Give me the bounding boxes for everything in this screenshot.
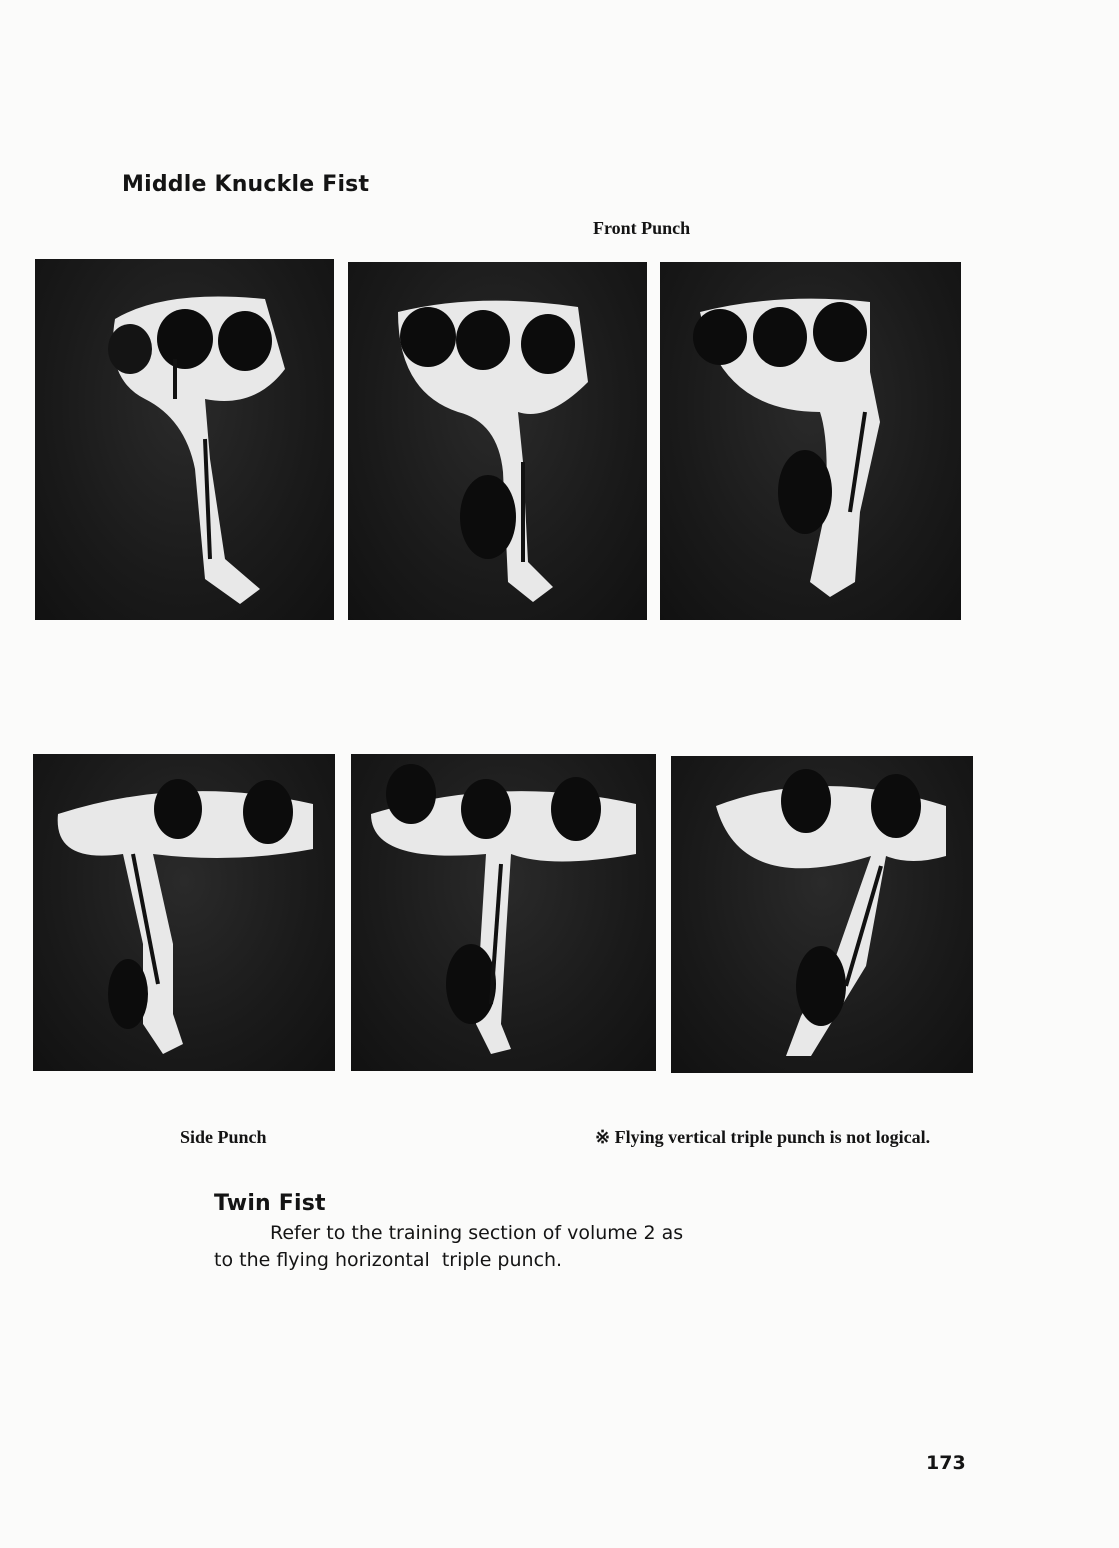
side-punch-photo-1: [33, 754, 335, 1071]
side-punch-photo-3: [671, 756, 973, 1073]
paragraph-line-1: Refer to the training section of volume 2 as: [270, 1222, 684, 1244]
front-punch-photo-3: [660, 262, 961, 620]
side-punch-photo-2: [351, 754, 656, 1071]
footnote: ※ Flying vertical triple punch is not logical.: [595, 1127, 931, 1147]
photo-figure-illustration: [351, 754, 656, 1071]
subsection-title: Twin Fist: [214, 1191, 326, 1216]
side-punch-caption: Side Punch: [180, 1127, 267, 1147]
section-title: Middle Knuckle Fist: [122, 172, 370, 197]
photo-figure-illustration: [660, 262, 961, 620]
photo-figure-illustration: [671, 756, 973, 1073]
front-punch-caption: Front Punch: [593, 218, 691, 238]
front-punch-photo-2: [348, 262, 647, 620]
page-number: 173: [926, 1452, 966, 1474]
paragraph-line-2: to the flying horizontal triple punch.: [214, 1249, 563, 1271]
twin-fist-paragraph: [214, 1220, 834, 1274]
photo-figure-illustration: [348, 262, 647, 620]
photo-figure-illustration: [35, 259, 334, 620]
photo-figure-illustration: [33, 754, 335, 1071]
front-punch-photo-1: [35, 259, 334, 620]
